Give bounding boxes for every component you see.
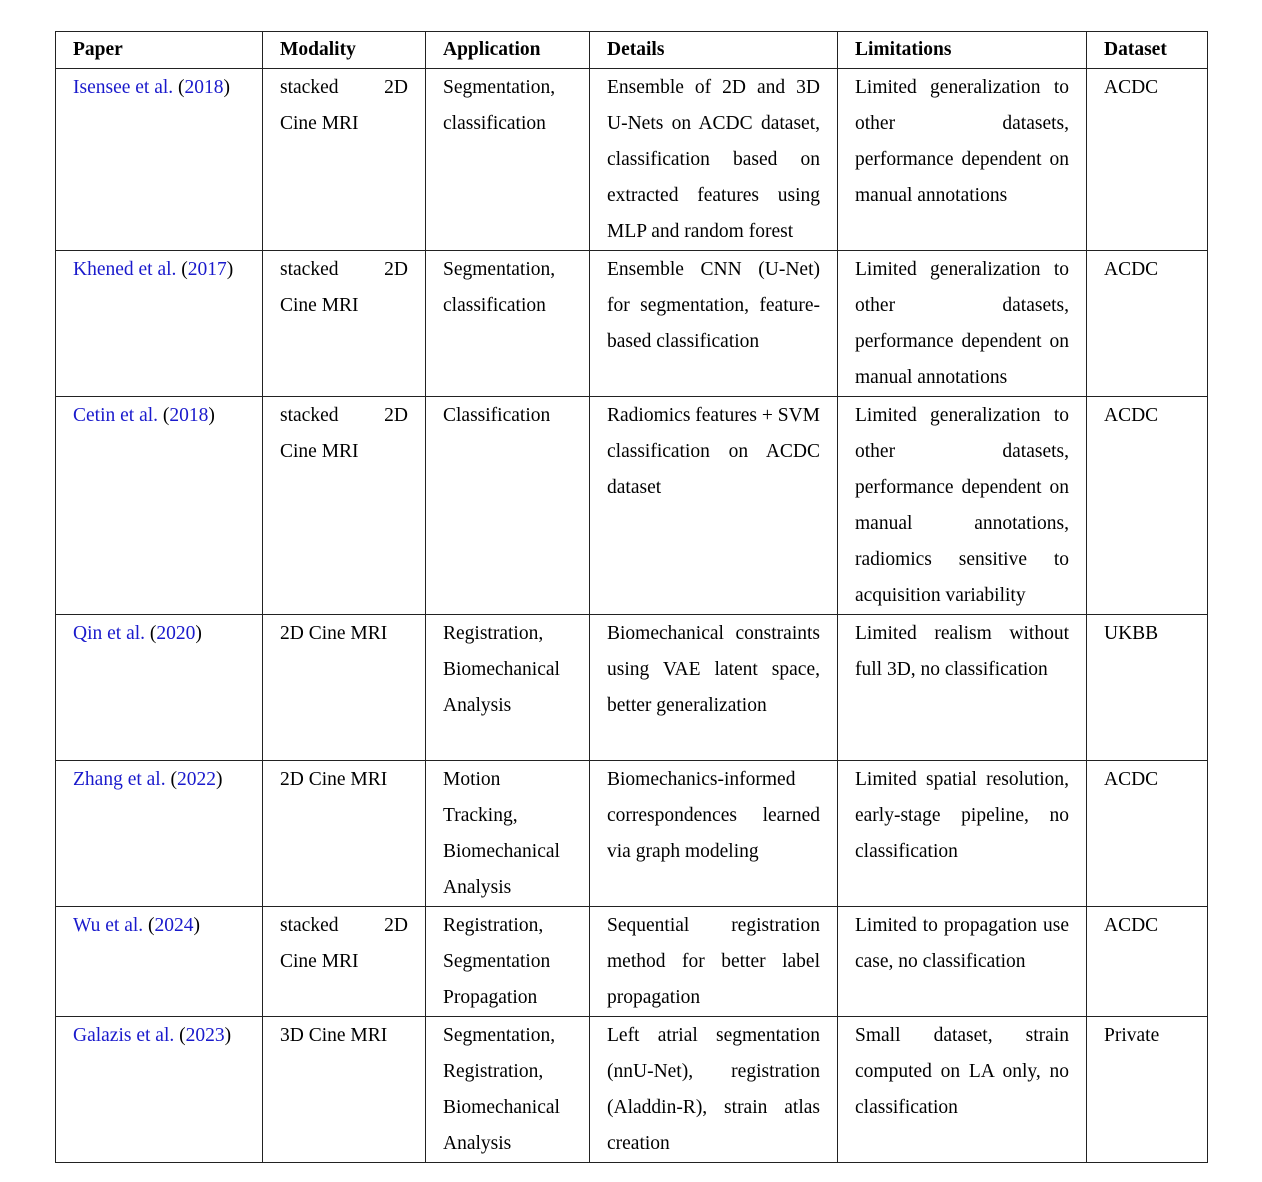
application-cell xyxy=(426,251,590,397)
header-details: Details xyxy=(590,32,838,69)
limitations-cell xyxy=(838,615,1087,761)
application-cell xyxy=(426,615,590,761)
application-text: Classification xyxy=(443,405,551,426)
details-cell xyxy=(590,761,838,907)
table-row xyxy=(56,69,1208,251)
citation-year-link[interactable]: 2024 xyxy=(154,915,194,936)
citation-year-link[interactable]: 2018 xyxy=(169,405,209,426)
citation-year-link[interactable]: 2017 xyxy=(187,259,227,280)
limitations-text: Small dataset, strain computed on LA only, no classification xyxy=(855,1025,1069,1118)
citation-link[interactable]: Wu et al. xyxy=(73,915,144,936)
dataset-cell: UKBB xyxy=(1087,615,1208,761)
table-row xyxy=(56,1017,1208,1163)
application-text: Registration, Segmentation Propagation xyxy=(443,915,551,1008)
paper-cell: Galazis et al. (2023) xyxy=(56,1017,263,1163)
details-cell xyxy=(590,1017,838,1163)
modality-text: stacked 2D Cine MRI xyxy=(280,915,408,972)
citation-year-link[interactable]: 2022 xyxy=(176,769,216,790)
modality-text: 2D Cine MRI xyxy=(280,623,388,644)
application-cell xyxy=(426,761,590,907)
details-text: Ensemble CNN (U-Net) for segmentation, feature-based classification xyxy=(607,259,820,352)
modality-text: 3D Cine MRI xyxy=(280,1025,388,1046)
details-cell xyxy=(590,397,838,615)
citation-link[interactable]: Qin et al. xyxy=(73,623,146,644)
modality-cell xyxy=(263,69,426,251)
modality-cell xyxy=(263,615,426,761)
citation-link[interactable]: Zhang et al. xyxy=(73,769,166,790)
citation-year-link[interactable]: 2020 xyxy=(156,623,196,644)
modality-cell xyxy=(263,761,426,907)
limitations-cell xyxy=(838,69,1087,251)
citation-link[interactable]: Cetin et al. xyxy=(73,405,159,426)
modality-text: 2D Cine MRI xyxy=(280,769,388,790)
details-text: Radiomics features + SVM classification on ACDC dataset xyxy=(607,405,821,498)
application-text: Segmentation, classification xyxy=(443,77,556,134)
citation-link[interactable]: Isensee et al. xyxy=(73,77,174,98)
details-text: Sequential registration method for better label propagation xyxy=(607,915,820,1008)
modality-text: stacked 2D Cine MRI xyxy=(280,405,408,462)
application-cell xyxy=(426,907,590,1017)
application-cell xyxy=(426,1017,590,1163)
header-limitations: Limitations xyxy=(838,32,1087,69)
details-cell xyxy=(590,69,838,251)
limitations-cell xyxy=(838,397,1087,615)
paper-cell: Isensee et al. (2018) xyxy=(56,69,263,251)
table-row xyxy=(56,615,1208,761)
modality-cell xyxy=(263,1017,426,1163)
details-cell xyxy=(590,907,838,1017)
limitations-text: Limited generalization to other datasets, performance dependent on manual annotations, radiomics sensitive to acquisition variability xyxy=(855,405,1069,606)
application-cell xyxy=(426,397,590,615)
dataset-cell: ACDC xyxy=(1087,251,1208,397)
dataset-cell: ACDC xyxy=(1087,907,1208,1017)
modality-cell xyxy=(263,907,426,1017)
table-row xyxy=(56,251,1208,397)
dataset-cell: ACDC xyxy=(1087,761,1208,907)
limitations-text: Limited to propagation use case, no classification xyxy=(855,915,1069,972)
citation-year-link[interactable]: 2023 xyxy=(185,1025,225,1046)
limitations-text: Limited generalization to other datasets, performance dependent on manual annotations xyxy=(855,77,1069,206)
header-paper: Paper xyxy=(56,32,263,69)
paper-cell: Zhang et al. (2022) xyxy=(56,761,263,907)
paper-cell: Wu et al. (2024) xyxy=(56,907,263,1017)
limitations-text: Limited spatial resolution, early-stage pipeline, no classification xyxy=(855,769,1069,862)
dataset-cell: ACDC xyxy=(1087,397,1208,615)
header-dataset: Dataset xyxy=(1087,32,1208,69)
citation-link[interactable]: Khened et al. xyxy=(73,259,177,280)
dataset-cell: ACDC xyxy=(1087,69,1208,251)
citation-link[interactable]: Galazis et al. xyxy=(73,1025,175,1046)
application-text: Segmentation, Registration, Biomechanical Analysis xyxy=(443,1025,560,1154)
header-modality: Modality xyxy=(263,32,426,69)
table-row xyxy=(56,397,1208,615)
literature-table xyxy=(55,31,1208,1163)
details-cell xyxy=(590,251,838,397)
citation-year-link[interactable]: 2018 xyxy=(184,77,224,98)
modality-cell xyxy=(263,251,426,397)
paper-cell: Khened et al. (2017) xyxy=(56,251,263,397)
modality-text: stacked 2D Cine MRI xyxy=(280,77,408,134)
modality-cell xyxy=(263,397,426,615)
details-text: Left atrial segmentation (nnU-Net), registration (Aladdin-R), strain atlas creation xyxy=(607,1025,820,1154)
table-header-row xyxy=(56,32,1208,69)
header-application: Application xyxy=(426,32,590,69)
application-text: Motion Tracking, Biomechanical Analysis xyxy=(443,769,560,898)
limitations-text: Limited generalization to other datasets, performance dependent on manual annotations xyxy=(855,259,1069,388)
details-text: Ensemble of 2D and 3D U-Nets on ACDC dataset, classification based on extracted features using MLP and random forest xyxy=(607,77,820,242)
details-text: Biomechanical constraints using VAE latent space, better generalization xyxy=(607,623,820,716)
application-cell xyxy=(426,69,590,251)
paper-cell: Qin et al. (2020) xyxy=(56,615,263,761)
application-text: Registration, Biomechanical Analysis xyxy=(443,623,560,716)
limitations-cell xyxy=(838,251,1087,397)
limitations-cell xyxy=(838,907,1087,1017)
table-row xyxy=(56,907,1208,1017)
dataset-cell: Private xyxy=(1087,1017,1208,1163)
limitations-text: Limited realism without full 3D, no classification xyxy=(855,623,1069,680)
paper-cell: Cetin et al. (2018) xyxy=(56,397,263,615)
table-row xyxy=(56,761,1208,907)
application-text: Segmentation, classification xyxy=(443,259,556,316)
limitations-cell xyxy=(838,1017,1087,1163)
details-cell xyxy=(590,615,838,761)
details-text: Biomechanics-informed correspondences learned via graph modeling xyxy=(607,769,820,862)
modality-text: stacked 2D Cine MRI xyxy=(280,259,408,316)
limitations-cell xyxy=(838,761,1087,907)
